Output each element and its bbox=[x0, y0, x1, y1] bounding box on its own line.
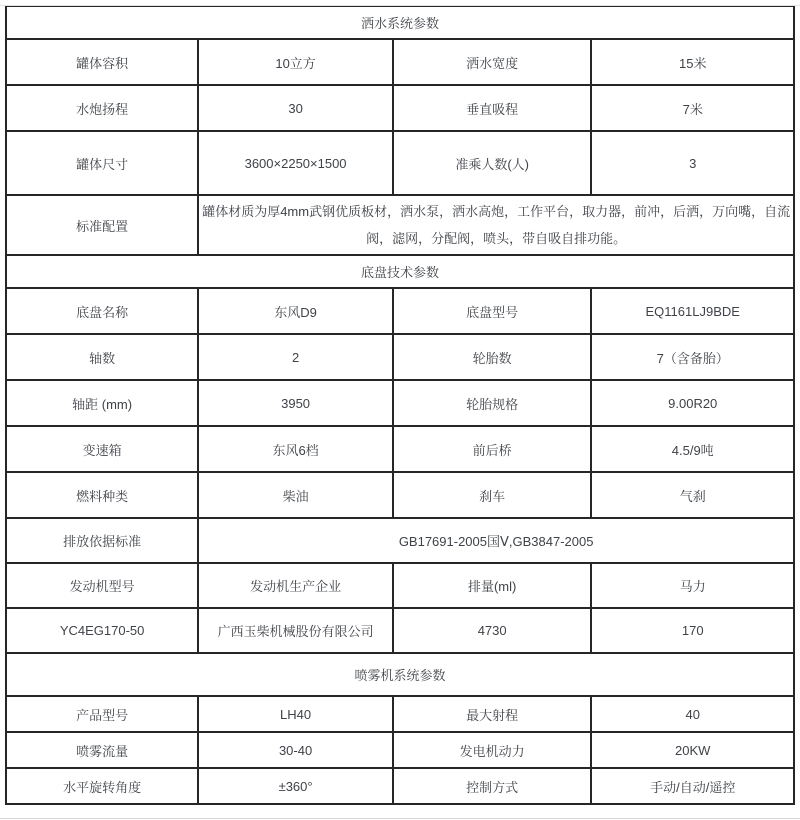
section-header-water-system: 洒水系统参数 bbox=[6, 6, 794, 39]
spec-label-tank-size: 罐体尺寸 bbox=[6, 131, 198, 195]
spec-value-spray-width: 15米 bbox=[591, 39, 794, 85]
page-bottom-divider bbox=[0, 818, 800, 819]
spec-label-tire-spec: 轮胎规格 bbox=[393, 380, 592, 426]
spec-label-passengers: 准乘人数(人) bbox=[393, 131, 592, 195]
spec-value-fuel-type: 柴油 bbox=[198, 472, 393, 518]
spec-value-control-mode: 手动/自动/遥控 bbox=[591, 768, 794, 804]
engine-data-row bbox=[6, 608, 794, 653]
spec-label-axles: 前后桥 bbox=[393, 426, 592, 472]
section-row-water bbox=[6, 6, 794, 39]
spec-value-standard-config: 罐体材质为厚4mm武钢优质板材，洒水泵，洒水高炮，工作平台，取力器，前冲，后洒，万向嘴，自流阀，滤网，分配阀，喷头，带自吸自排功能。 bbox=[198, 195, 794, 255]
col-header-horsepower: 马力 bbox=[591, 563, 794, 608]
spec-row bbox=[6, 334, 794, 380]
section-row-chassis bbox=[6, 255, 794, 288]
col-header-displacement: 排量(ml) bbox=[393, 563, 592, 608]
spec-row bbox=[6, 472, 794, 518]
spec-value-tank-volume: 10立方 bbox=[198, 39, 393, 85]
spec-value-rotation-angle: ±360° bbox=[198, 768, 393, 804]
spec-row bbox=[6, 131, 794, 195]
spec-label-max-range: 最大射程 bbox=[393, 696, 592, 732]
spec-value-wheelbase: 3950 bbox=[198, 380, 393, 426]
spec-label-emission-standard: 排放依据标准 bbox=[6, 518, 198, 563]
spec-value-chassis-model: EQ1161LJ9BDE bbox=[591, 288, 794, 334]
spec-label-tire-count: 轮胎数 bbox=[393, 334, 592, 380]
spec-value-tank-size: 3600×2250×1500 bbox=[198, 131, 393, 195]
spec-value-tire-spec: 9.00R20 bbox=[591, 380, 794, 426]
spec-value-brake: 气刹 bbox=[591, 472, 794, 518]
spec-label-chassis-model: 底盘型号 bbox=[393, 288, 592, 334]
spec-row bbox=[6, 85, 794, 131]
spec-value-gearbox: 东风6档 bbox=[198, 426, 393, 472]
spec-value-product-model: LH40 bbox=[198, 696, 393, 732]
spec-row bbox=[6, 732, 794, 768]
spec-value-generator-power: 20KW bbox=[591, 732, 794, 768]
page-top-divider bbox=[0, 5, 800, 6]
spec-label-vertical-suction: 垂直吸程 bbox=[393, 85, 592, 131]
spec-row bbox=[6, 380, 794, 426]
spec-value-axles: 4.5/9吨 bbox=[591, 426, 794, 472]
col-header-engine-model: 发动机型号 bbox=[6, 563, 198, 608]
spec-table bbox=[5, 5, 795, 805]
spec-value-chassis-name: 东风D9 bbox=[198, 288, 393, 334]
spec-label-product-model: 产品型号 bbox=[6, 696, 198, 732]
spec-value-passengers: 3 bbox=[591, 131, 794, 195]
spec-label-wheelbase: 轴距 (mm) bbox=[6, 380, 198, 426]
spec-label-standard-config: 标准配置 bbox=[6, 195, 198, 255]
spec-row-emission bbox=[6, 518, 794, 563]
spec-label-brake: 刹车 bbox=[393, 472, 592, 518]
spec-row bbox=[6, 39, 794, 85]
spec-value-max-range: 40 bbox=[591, 696, 794, 732]
spec-value-axle-count: 2 bbox=[198, 334, 393, 380]
spec-label-chassis-name: 底盘名称 bbox=[6, 288, 198, 334]
col-header-engine-maker: 发动机生产企业 bbox=[198, 563, 393, 608]
spec-value-horsepower: 170 bbox=[591, 608, 794, 653]
spec-value-engine-model: YC4EG170-50 bbox=[6, 608, 198, 653]
spec-value-vertical-suction: 7米 bbox=[591, 85, 794, 131]
spec-row bbox=[6, 768, 794, 804]
spec-label-rotation-angle: 水平旋转角度 bbox=[6, 768, 198, 804]
spec-value-tire-count: 7（含备胎） bbox=[591, 334, 794, 380]
spec-label-cannon-range: 水炮扬程 bbox=[6, 85, 198, 131]
spec-label-spray-flow: 喷雾流量 bbox=[6, 732, 198, 768]
spec-value-spray-flow: 30-40 bbox=[198, 732, 393, 768]
spec-value-cannon-range: 30 bbox=[198, 85, 393, 131]
section-header-sprayer-system: 喷雾机系统参数 bbox=[6, 653, 794, 696]
spec-value-displacement: 4730 bbox=[393, 608, 592, 653]
engine-header-row bbox=[6, 563, 794, 608]
spec-label-generator-power: 发电机动力 bbox=[393, 732, 592, 768]
spec-label-tank-volume: 罐体容积 bbox=[6, 39, 198, 85]
spec-label-spray-width: 洒水宽度 bbox=[393, 39, 592, 85]
spec-row bbox=[6, 426, 794, 472]
spec-row bbox=[6, 696, 794, 732]
spec-label-gearbox: 变速箱 bbox=[6, 426, 198, 472]
spec-row-standard-config bbox=[6, 195, 794, 255]
spec-value-engine-maker: 广西玉柴机械股份有限公司 bbox=[198, 608, 393, 653]
spec-label-fuel-type: 燃料种类 bbox=[6, 472, 198, 518]
spec-value-emission-standard: GB17691-2005国Ⅴ,GB3847-2005 bbox=[198, 518, 794, 563]
spec-label-control-mode: 控制方式 bbox=[393, 768, 592, 804]
spec-row bbox=[6, 288, 794, 334]
section-header-chassis: 底盘技术参数 bbox=[6, 255, 794, 288]
spec-label-axle-count: 轴数 bbox=[6, 334, 198, 380]
section-row-sprayer bbox=[6, 653, 794, 696]
